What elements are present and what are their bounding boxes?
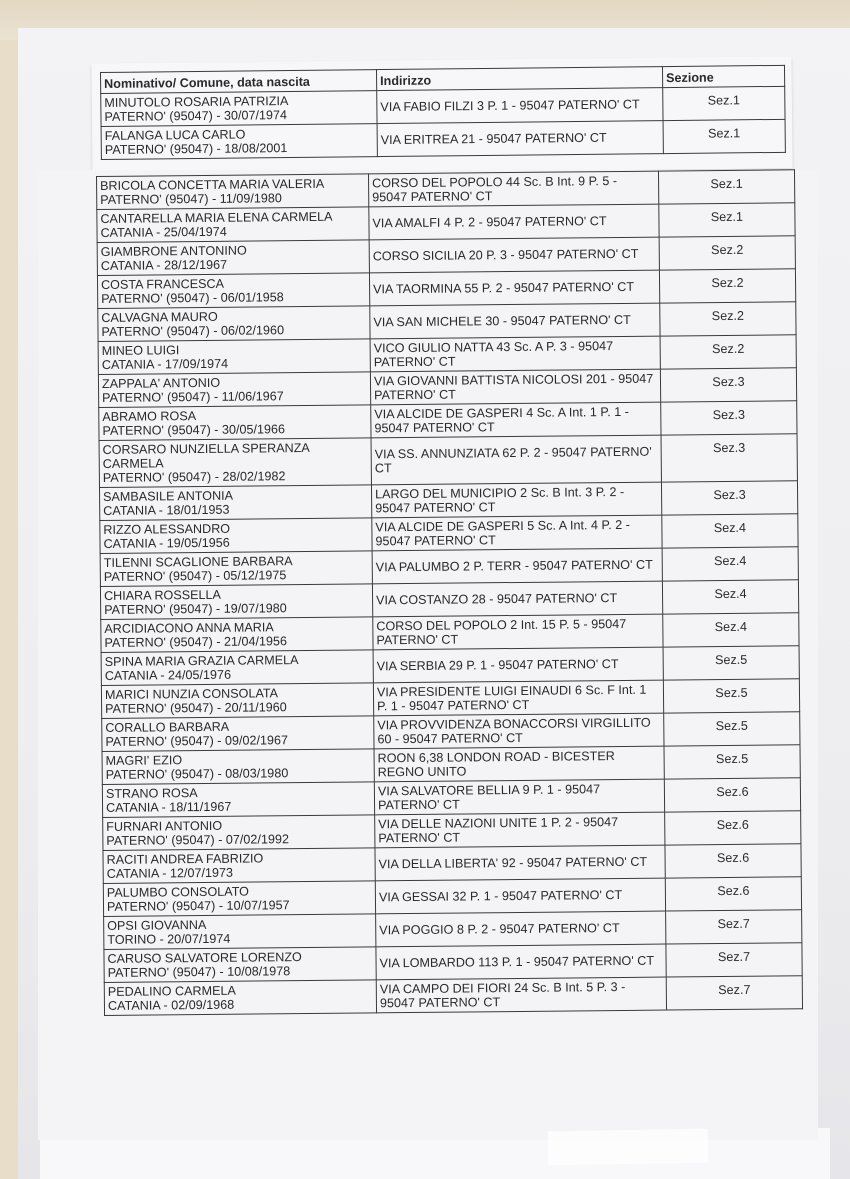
column-header-address: Indirizzo — [376, 67, 662, 91]
section-cell: Sez.1 — [663, 86, 785, 120]
person-cell — [99, 405, 371, 441]
person-name: MARICI NUNZIA CONSOLATA — [104, 686, 279, 702]
section-cell: Sez.3 — [661, 481, 797, 515]
person-name: SPINA MARIA GRAZIA CARMELA — [104, 653, 299, 669]
person-cell — [104, 914, 376, 950]
address-cell: VIA SAN MICHELE 30 - 95047 PATERNO' CT — [370, 303, 660, 339]
person-name: CARUSO SALVATORE LORENZO — [107, 950, 302, 966]
birth-place-date: CATANIA - 17/09/1974 — [101, 356, 229, 372]
person-cell — [101, 650, 373, 686]
person-cell — [97, 240, 369, 276]
address-cell: CORSO DEL POPOLO 2 Int. 15 P. 5 - 95047 PATERNO' CT — [373, 614, 663, 650]
birth-place-date: PATERNO' (95047) - 21/04/1956 — [104, 634, 288, 650]
person-name: MINEO LUIGI — [101, 343, 180, 358]
person-cell — [99, 438, 371, 488]
section-cell: Sez.5 — [664, 745, 800, 779]
section-cell: Sez.2 — [659, 236, 795, 270]
birth-place-date: PATERNO' (95047) - 11/06/1967 — [102, 389, 284, 405]
address-cell: VIA POGGIO 8 P. 2 - 95047 PATERNO' CT — [376, 911, 666, 947]
section-cell: Sez.1 — [658, 170, 794, 204]
section-cell: Sez.5 — [663, 646, 799, 680]
table-row — [99, 434, 797, 488]
person-cell — [97, 174, 369, 210]
birth-place-date: PATERNO' (95047) - 11/09/1980 — [100, 191, 282, 207]
address-cell: VIA SS. ANNUNZIATA 62 P. 2 - 95047 PATERNO' CT — [371, 435, 661, 485]
birth-place-date: PATERNO' (95047) - 09/02/1967 — [105, 733, 289, 749]
person-cell — [98, 372, 370, 408]
birth-place-date: PATERNO' (95047) - 10/08/1978 — [107, 964, 291, 980]
address-cell: VIA SALVATORE BELLIA 9 P. 1 - 95047 PATERNO' CT — [374, 779, 664, 815]
section-cell: Sez.7 — [666, 976, 802, 1010]
address-cell: VIA TAORMINA 55 P. 2 - 95047 PATERNO' CT — [369, 270, 659, 306]
section-cell: Sez.3 — [660, 368, 796, 402]
birth-place-date: CATANIA - 18/11/1967 — [105, 799, 232, 815]
person-name: BRICOLA CONCETTA MARIA VALERIA — [100, 176, 325, 193]
person-cell — [102, 716, 374, 752]
table-row — [101, 119, 785, 159]
section-cell: Sez.1 — [659, 203, 795, 237]
section-cell: Sez.2 — [660, 335, 796, 369]
section-cell: Sez.4 — [663, 613, 799, 647]
person-cell — [104, 947, 376, 983]
person-name: COSTA FRANCESCA — [100, 276, 225, 292]
person-name: ZAPPALA' ANTONIO — [101, 375, 221, 391]
person-cell — [99, 485, 371, 521]
section-cell: Sez.6 — [665, 844, 801, 878]
section-cell: Sez.2 — [660, 302, 796, 336]
person-cell — [104, 980, 376, 1016]
person-name: OPSI GIOVANNA — [107, 917, 207, 933]
person-cell — [101, 124, 377, 160]
section-cell: Sez.7 — [666, 910, 802, 944]
top-table-body — [101, 86, 786, 159]
voter-table — [96, 169, 803, 1016]
tape-strip — [548, 1129, 709, 1166]
person-cell — [98, 339, 370, 375]
column-header-section: Sezione — [662, 65, 784, 87]
section-cell: Sez.4 — [662, 514, 798, 548]
address-cell: VIA PALUMBO 2 P. TERR - 95047 PATERNO' CT — [372, 548, 662, 584]
birth-place-date: PATERNO' (95047) - 30/07/1974 — [104, 108, 288, 124]
address-cell: VIA ERITREA 21 - 95047 PATERNO' CT — [377, 121, 663, 157]
birth-place-date: CATANIA - 12/07/1973 — [106, 865, 234, 881]
person-cell — [100, 584, 372, 620]
section-cell: Sez.4 — [662, 547, 798, 581]
birth-place-date: PATERNO' (95047) - 06/02/1960 — [101, 323, 285, 339]
section-cell: Sez.1 — [663, 119, 785, 153]
person-cell — [97, 207, 369, 243]
person-name: MINUTOLO ROSARIA PATRIZIA — [104, 94, 289, 110]
address-cell: LARGO DEL MUNICIPIO 2 Sc. B Int. 3 P. 2 - 95047 PATERNO' CT — [371, 482, 661, 518]
address-cell: VIA SERBIA 29 P. 1 - 95047 PATERNO' CT — [373, 647, 663, 683]
section-cell: Sez.3 — [661, 434, 797, 482]
person-cell — [98, 306, 370, 342]
birth-place-date: PATERNO' (95047) - 05/12/1975 — [103, 568, 287, 584]
person-cell — [97, 273, 369, 309]
address-cell: CORSO SICILIA 20 P. 3 - 95047 PATERNO' CT — [369, 237, 659, 273]
person-cell — [100, 551, 372, 587]
person-cell — [103, 881, 375, 917]
person-name: SAMBASILE ANTONIA — [103, 488, 234, 504]
section-cell: Sez.7 — [666, 943, 802, 977]
address-cell: VIA DELLE NAZIONI UNITE 1 P. 2 - 95047 PATERNO' CT — [375, 812, 665, 848]
person-name: GIAMBRONE ANTONINO — [100, 243, 247, 259]
birth-place-date: CATANIA - 24/05/1976 — [104, 667, 232, 683]
person-name: CHIARA ROSSELLA — [103, 587, 221, 603]
address-cell: VIA COSTANZO 28 - 95047 PATERNO' CT — [372, 581, 662, 617]
person-name: ARCIDIACONO ANNA MARIA — [104, 620, 274, 636]
address-cell: VIA GESSAI 32 P. 1 - 95047 PATERNO' CT — [375, 878, 665, 914]
birth-place-date: CATANIA - 18/01/1953 — [103, 502, 230, 518]
birth-place-date: PATERNO' (95047) - 10/07/1957 — [106, 898, 290, 914]
section-cell: Sez.6 — [664, 778, 800, 812]
person-name: FURNARI ANTONIO — [106, 818, 223, 834]
section-cell: Sez.4 — [662, 580, 798, 614]
birth-place-date: PATERNO' (95047) - 19/07/1980 — [104, 601, 287, 617]
person-cell — [102, 749, 374, 785]
birth-place-date: PATERNO' (95047) - 06/01/1958 — [101, 290, 284, 306]
person-cell — [103, 815, 375, 851]
birth-place-date: CATANIA - 25/04/1974 — [100, 224, 227, 240]
person-name: CALVAGNA MAURO — [101, 309, 218, 325]
address-cell: VIA LOMBARDO 113 P. 1 - 95047 PATERNO' CT — [376, 944, 666, 980]
person-name: TILENNI SCAGLIONE BARBARA — [103, 554, 293, 570]
person-cell — [101, 683, 373, 719]
person-cell — [100, 518, 372, 554]
address-cell: VIA PRESIDENTE LUIGI EINAUDI 6 Sc. F Int. 1 P. 1 - 95047 PATERNO' CT — [373, 680, 663, 716]
person-name: RACITI ANDREA FABRIZIO — [106, 851, 264, 867]
birth-place-date: PATERNO' (95047) - 30/05/1966 — [102, 422, 286, 438]
address-cell: VICO GIULIO NATTA 43 Sc. A P. 3 - 95047 PATERNO' CT — [370, 336, 660, 372]
person-cell — [103, 848, 375, 884]
section-cell: Sez.6 — [665, 877, 801, 911]
person-cell — [102, 782, 374, 818]
address-cell: CORSO DEL POPOLO 44 Sc. B Int. 9 P. 5 - 95047 PATERNO' CT — [368, 171, 658, 207]
person-name: PALUMBO CONSOLATO — [106, 884, 250, 900]
birth-place-date: CATANIA - 19/05/1956 — [103, 535, 230, 551]
column-header-name: Nominativo/ Comune, data nascita — [101, 70, 377, 94]
section-cell: Sez.2 — [659, 269, 795, 303]
person-cell — [101, 91, 377, 127]
address-cell: VIA AMALFI 4 P. 2 - 95047 PATERNO' CT — [369, 204, 659, 240]
address-cell: VIA ALCIDE DE GASPERI 5 Sc. A Int. 4 P. 2 - 95047 PATERNO' CT — [372, 515, 662, 551]
birth-place-date: PATERNO' (95047) - 20/11/1960 — [105, 700, 287, 716]
address-cell: VIA PROVVIDENZA BONACCORSI VIRGILLITO 60 - 95047 PATERNO' CT — [374, 713, 664, 749]
birth-place-date: CATANIA - 28/12/1967 — [100, 257, 228, 273]
birth-place-date: CATANIA - 02/09/1968 — [107, 997, 235, 1013]
section-cell: Sez.6 — [665, 811, 801, 845]
address-cell: VIA DELLA LIBERTA' 92 - 95047 PATERNO' CT — [375, 845, 665, 881]
birth-place-date: PATERNO' (95047) - 07/02/1992 — [106, 832, 289, 848]
address-cell: VIA ALCIDE DE GASPERI 4 Sc. A Int. 1 P. 1 - 95047 PATERNO' CT — [371, 402, 661, 438]
person-name: CANTARELLA MARIA ELENA CARMELA — [100, 209, 333, 226]
birth-place-date: TORINO - 20/07/1974 — [107, 931, 231, 947]
person-name: RIZZO ALESSANDRO — [103, 521, 231, 537]
person-name: STRANO ROSA — [105, 786, 198, 801]
address-cell: VIA CAMPO DEI FIORI 24 Sc. B Int. 5 P. 3 - 95047 PATERNO' CT — [376, 977, 666, 1013]
top-voter-table — [100, 65, 786, 160]
address-cell: VIA FABIO FILZI 3 P. 1 - 95047 PATERNO' CT — [377, 88, 663, 124]
person-name: PEDALINO CARMELA — [107, 983, 236, 999]
birth-place-date: PATERNO' (95047) - 08/03/1980 — [105, 766, 289, 782]
birth-place-date: PATERNO' (95047) - 18/08/2001 — [104, 141, 288, 157]
person-name: FALANGA LUCA CARLO — [104, 127, 246, 143]
person-name: ABRAMO ROSA — [102, 409, 197, 424]
table-row — [104, 976, 802, 1016]
section-cell: Sez.5 — [664, 712, 800, 746]
voter-table-body — [97, 170, 803, 1016]
person-cell — [101, 617, 373, 653]
section-cell: Sez.5 — [663, 679, 799, 713]
person-name: CORSARO NUNZIELLA SPERANZA CARMELA — [102, 440, 310, 471]
person-name: MAGRI' EZIO — [105, 753, 183, 768]
birth-place-date: PATERNO' (95047) - 28/02/1982 — [102, 469, 286, 485]
address-cell: ROON 6,38 LONDON ROAD - BICESTER REGNO UNITO — [374, 746, 664, 782]
section-cell: Sez.3 — [661, 401, 797, 435]
person-name: CORALLO BARBARA — [105, 719, 230, 735]
address-cell: VIA GIOVANNI BATTISTA NICOLOSI 201 - 95047 PATERNO' CT — [370, 369, 660, 405]
